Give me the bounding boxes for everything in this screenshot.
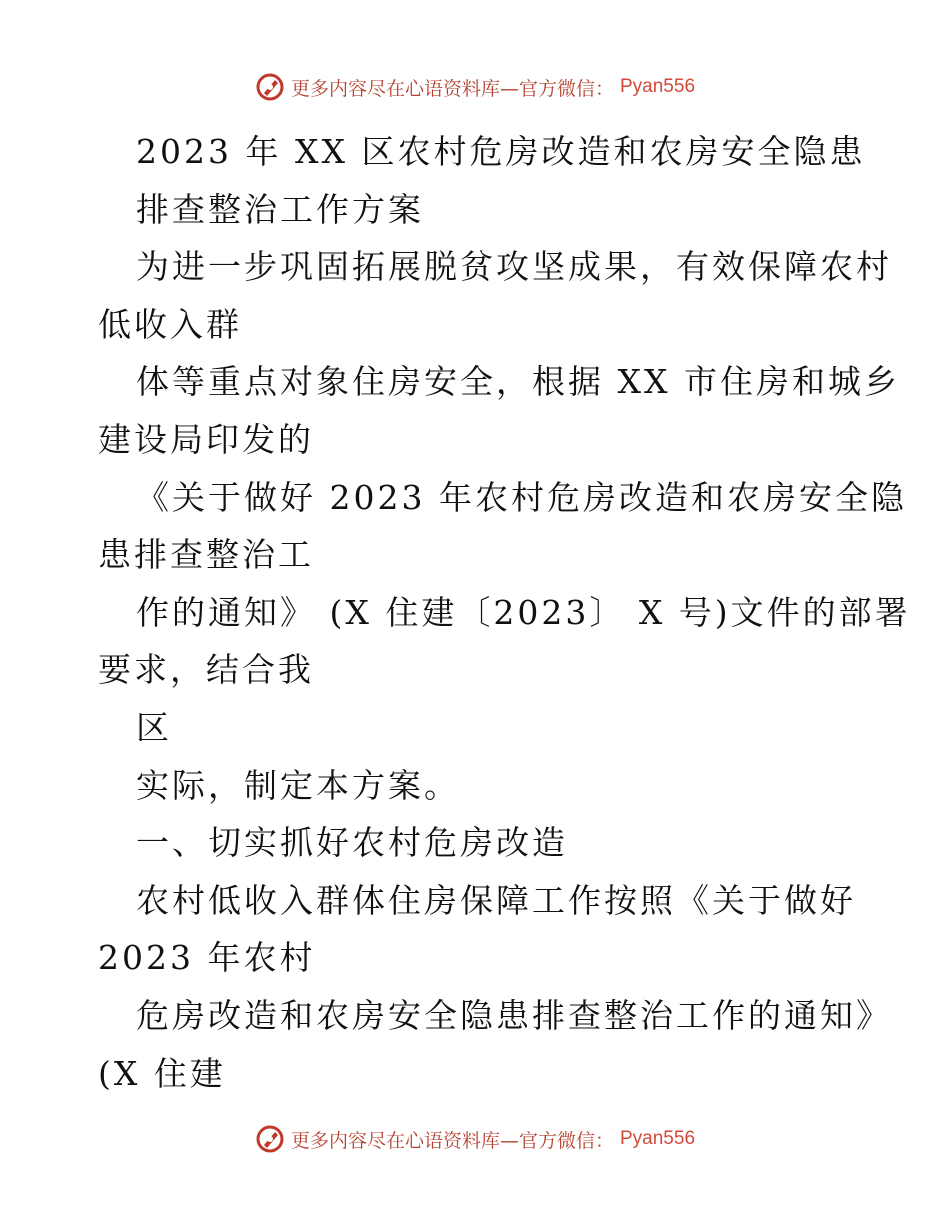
doc-line: 体等重点对象住房安全，根据 XX 市住房和城乡 xyxy=(136,362,900,402)
header-watermark xyxy=(0,72,950,102)
doc-line: 区 xyxy=(136,707,172,747)
doc-line: 危房改造和农房安全隐患排查整治工作的通知》 xyxy=(136,995,892,1035)
doc-title-line-1: 2023 年 XX 区农村危房改造和农房安全隐患 xyxy=(136,132,866,171)
watermark-text: 更多内容尽在心语资料库—官方微信： xyxy=(290,1129,614,1152)
watermark-text: 更多内容尽在心语资料库—官方微信： xyxy=(290,77,614,100)
doc-line: 建设局印发的 xyxy=(98,419,314,459)
doc-line: 为进一步巩固拓展脱贫攻坚成果，有效保障农村 xyxy=(136,247,892,287)
doc-line: 低收入群 xyxy=(98,304,242,344)
doc-line: 实际，制定本方案。 xyxy=(136,765,460,805)
doc-line: 2023 年农村 xyxy=(98,938,316,978)
watermark-account: Pyan556 xyxy=(620,76,696,97)
document-body xyxy=(98,123,911,1102)
pen-circle-logo-icon xyxy=(255,72,285,102)
doc-line: 农村低收入群体住房保障工作按照《关于做好 xyxy=(136,880,856,920)
doc-title-line-2: 排查整治工作方案 xyxy=(136,189,424,229)
watermark-account: Pyan556 xyxy=(620,1128,696,1149)
doc-line: (X 住建 xyxy=(98,1053,226,1093)
doc-line: 要求，结合我 xyxy=(98,650,314,690)
pen-circle-logo-icon xyxy=(255,1124,285,1154)
doc-line: 《关于做好 2023 年农村危房改造和农房安全隐 xyxy=(136,477,907,517)
section-heading: 一、切实抓好农村危房改造 xyxy=(136,823,568,863)
doc-line: 作的通知》 (X 住建〔2023〕 X 号)文件的部署 xyxy=(136,592,911,632)
doc-line: 患排查整治工 xyxy=(98,535,314,575)
footer-watermark xyxy=(0,1124,950,1154)
